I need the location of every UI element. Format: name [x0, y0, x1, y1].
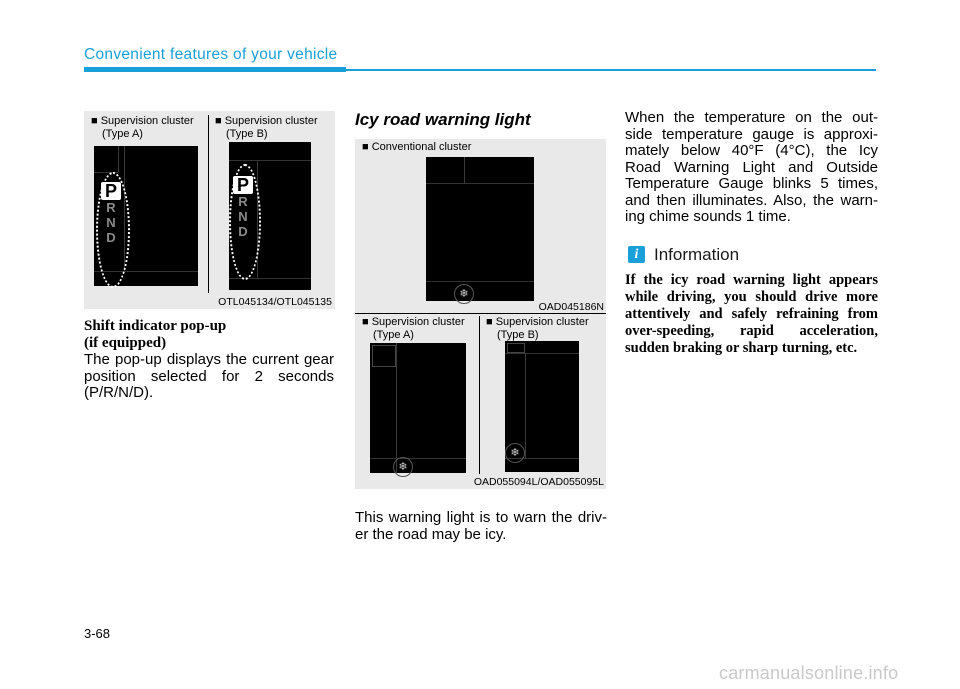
header-rule	[346, 69, 876, 71]
figure-caption-type-a: ■ Supervision cluster (Type A)	[91, 115, 194, 140]
gear-r: R	[106, 200, 116, 215]
snowflake-icon: ❄	[454, 284, 474, 304]
figure-divider	[208, 115, 209, 293]
gear-n: N	[238, 209, 248, 224]
gear-indicator	[101, 182, 121, 245]
snowflake-icon: ❄	[393, 457, 413, 477]
figure-caption-conventional: ■ Conventional cluster	[362, 141, 472, 153]
cluster-screen-type-b	[505, 341, 579, 472]
page-number: 3-68	[84, 626, 111, 641]
conventional-cluster-screen	[426, 157, 534, 301]
conventional-cluster-figure	[355, 139, 606, 314]
gear-r: R	[238, 194, 248, 209]
shift-indicator-heading: Shift indicator pop-up (if equipped)	[84, 318, 227, 351]
figure-divider	[479, 316, 480, 474]
header-accent-bar	[84, 67, 346, 72]
information-title: Information	[654, 245, 740, 264]
gear-d: D	[238, 224, 248, 239]
shift-indicator-body: The pop-up displays the current gear position selected for 2 seconds (P/R/N/D).	[84, 351, 334, 401]
gear-p: P	[233, 176, 253, 194]
watermark: carmanualsonline.info	[719, 663, 899, 683]
information-body: If the icy road warning light appears while driving, you should drive more attentively and safely refraining from over-speeding, rapid acceleration, sudden braking or sharp turning, etc.	[625, 272, 878, 356]
figure-code: OTL045134/OTL045135	[218, 296, 332, 308]
supervision-cluster-figure	[355, 314, 606, 489]
cluster-screen-type-b	[229, 142, 311, 290]
cluster-screen-type-a	[370, 343, 466, 473]
temperature-description: When the temperature on the out- side temperature gauge is approxi- mately below 40°F (4°C), the Icy Road Warning Light and Outside Temperature Gauge blinks 5 times, and then illuminates. Also, the warn- ing chime sounds 1 time.	[625, 109, 878, 225]
gear-d: D	[106, 230, 116, 245]
figure-code: OAD045186N	[538, 301, 604, 313]
information-icon: i	[628, 246, 645, 263]
gear-indicator	[233, 176, 253, 239]
snowflake-icon: ❄	[505, 443, 525, 463]
figure-code: OAD055094L/OAD055095L	[473, 476, 604, 488]
gear-p: P	[101, 182, 121, 200]
icy-road-heading: Icy road warning light	[355, 110, 531, 129]
cluster-screen-type-a	[94, 146, 198, 286]
shift-indicator-figure	[84, 111, 335, 309]
section-title: Convenient features of your vehicle	[84, 46, 338, 63]
gear-n: N	[106, 215, 116, 230]
icy-road-body: This warning light is to warn the driv- er the road may be icy.	[355, 509, 607, 543]
figure-caption-type-a: ■ Supervision cluster (Type A)	[362, 316, 465, 341]
figure-caption-type-b: ■ Supervision cluster (Type B)	[486, 316, 589, 341]
figure-caption-type-b: ■ Supervision cluster (Type B)	[215, 115, 318, 140]
